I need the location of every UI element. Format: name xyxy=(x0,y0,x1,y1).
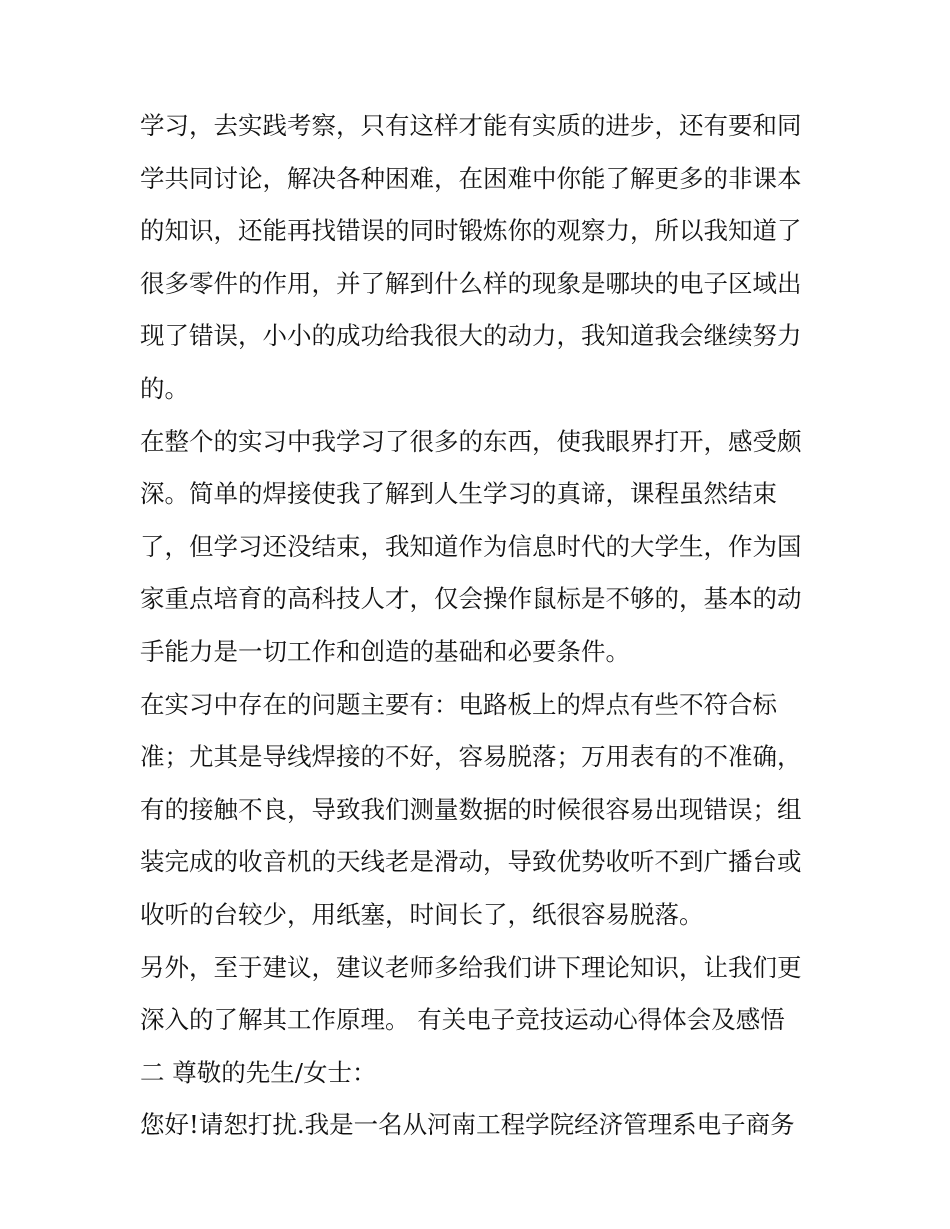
text-line: 很多零件的作用，并了解到什么样的现象是哪块的电子区域出 xyxy=(140,268,802,298)
text-line: 了，但学习还没结束，我知道作为信息时代的大学生，作为国 xyxy=(140,531,802,561)
text-line: 有的接触不良，导致我们测量数据的时候很容易出现错误；组 xyxy=(140,794,802,824)
text-line: 二 尊敬的先生/女士： xyxy=(140,1057,377,1087)
text-line: 准；尤其是导线焊接的不好，容易脱落；万用表有的不准确， xyxy=(140,742,802,772)
text-line: 深入的了解其工作原理。 有关电子竞技运动心得体会及感悟 xyxy=(140,1005,785,1035)
text-line: 另外，至于建议，建议老师多给我们讲下理论知识，让我们更 xyxy=(140,952,802,982)
text-line: 家重点培育的高科技人才，仅会操作鼠标是不够的，基本的动 xyxy=(140,584,802,614)
text-line: 手能力是一切工作和创造的基础和必要条件。 xyxy=(140,636,630,666)
text-line: 在实习中存在的问题主要有：电路板上的焊点有些不符合标 xyxy=(140,689,777,719)
text-line: 您好!请恕打扰.我是一名从河南工程学院经济管理系电子商务 xyxy=(140,1110,795,1140)
text-line: 在整个的实习中我学习了很多的东西，使我眼界打开，感受颇 xyxy=(140,426,802,456)
text-line: 的知识，还能再找错误的同时锻炼你的观察力，所以我知道了 xyxy=(140,216,802,246)
text-line: 学共同讨论，解决各种困难，在困难中你能了解更多的非课本 xyxy=(140,163,802,193)
text-line: 学习，去实践考察，只有这样才能有实质的进步，还有要和同 xyxy=(140,111,802,140)
document-body xyxy=(140,100,820,1152)
text-line: 深。简单的焊接使我了解到人生学习的真谛，课程虽然结束 xyxy=(140,479,777,509)
text-line: 的。 xyxy=(140,373,189,403)
text-line: 装完成的收音机的天线老是滑动，导致优势收听不到广播台或 xyxy=(140,847,802,877)
text-line: 现了错误，小小的成功给我很大的动力，我知道我会继续努力 xyxy=(140,321,802,351)
text-line: 收听的台较少，用纸塞，时间长了，纸很容易脱落。 xyxy=(140,899,704,929)
